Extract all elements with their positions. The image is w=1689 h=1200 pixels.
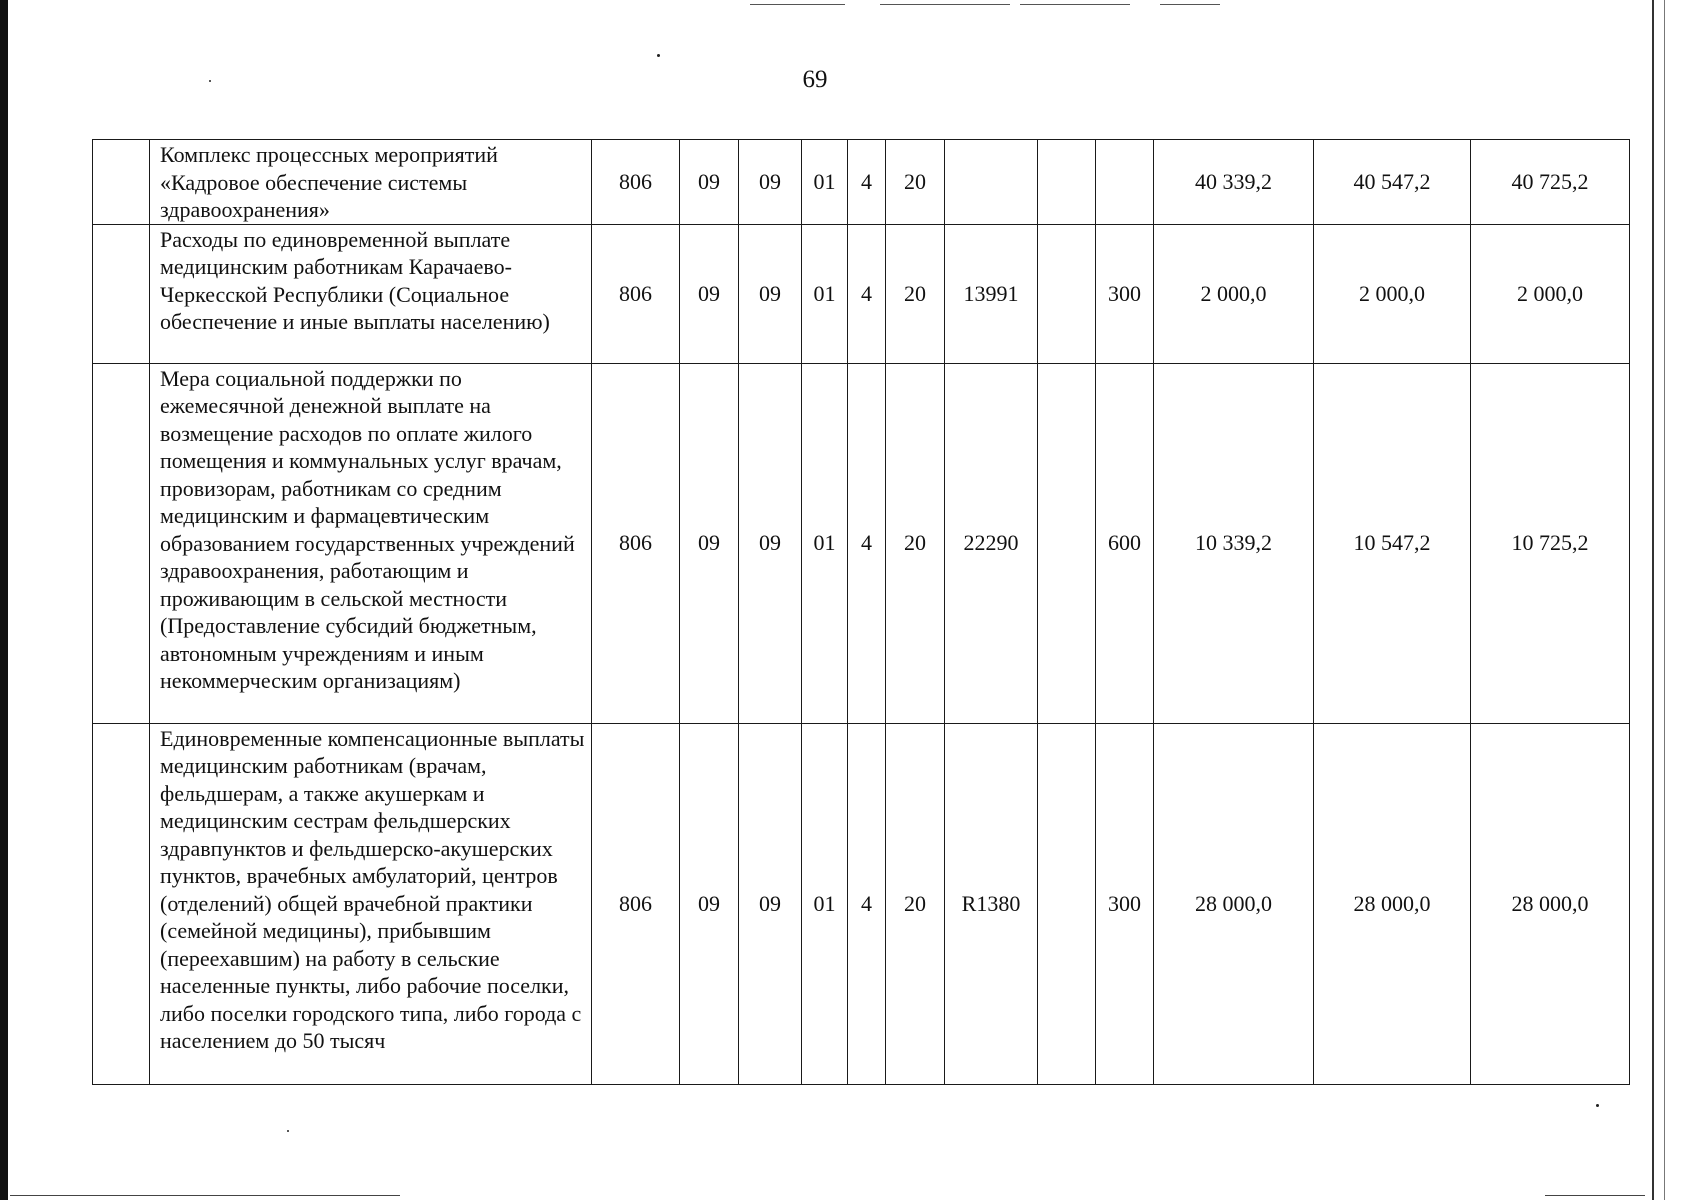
empty-code xyxy=(1038,723,1096,1084)
amount-year-1: 10 339,2 xyxy=(1154,363,1314,723)
scan-speck xyxy=(287,1130,289,1132)
complex-code: 20 xyxy=(886,723,945,1084)
expense-type-code: 600 xyxy=(1096,363,1154,723)
complex-code: 20 xyxy=(886,363,945,723)
row-name: Комплекс процессных мероприятий «Кадровое обеспечение системы здравоохранения» xyxy=(150,140,592,225)
row-name: Расходы по единовременной выплате медицинским работникам Карачаево-Черкесской Республики (Социальное обеспечение и иные выплаты населению) xyxy=(150,224,592,363)
program-code: 01 xyxy=(802,363,848,723)
row-number-cell xyxy=(93,224,150,363)
section-code: 09 xyxy=(680,140,739,225)
amount-year-1: 28 000,0 xyxy=(1154,723,1314,1084)
scan-dash-top xyxy=(880,4,1010,5)
complex-code: 20 xyxy=(886,224,945,363)
empty-code xyxy=(1038,363,1096,723)
amount-year-3: 2 000,0 xyxy=(1471,224,1630,363)
direction-code: 22290 xyxy=(945,363,1038,723)
ministry-code: 806 xyxy=(592,363,680,723)
program-type-code: 4 xyxy=(848,224,886,363)
section-code: 09 xyxy=(680,224,739,363)
program-type-code: 4 xyxy=(848,363,886,723)
table-row xyxy=(93,140,1630,225)
page-number: 69 xyxy=(802,66,828,93)
scan-speck xyxy=(657,54,660,57)
scan-border-left xyxy=(0,0,8,1200)
section-code: 09 xyxy=(680,363,739,723)
amount-year-3: 10 725,2 xyxy=(1471,363,1630,723)
section-code: 09 xyxy=(680,723,739,1084)
table-row xyxy=(93,224,1630,363)
row-name: Единовременные компенсационные выплаты медицинским работникам (врачам, фельдшерам, а также акушеркам и медицинским сестрам фельдшерских здравпунктов и фельдшерско-акушерских пунктов, врачебных амбулаторий, центров (отделений) общей врачебной практики (семейной медицины), прибывшим (переехавшим) на работу в сельские населенные пункты, либо рабочие поселки, либо поселки городского типа, либо города с населением до 50 тысяч xyxy=(150,723,592,1084)
amount-year-2: 10 547,2 xyxy=(1314,363,1471,723)
row-number-cell xyxy=(93,363,150,723)
table-row xyxy=(93,723,1630,1084)
subsection-code: 09 xyxy=(739,363,802,723)
amount-year-2: 2 000,0 xyxy=(1314,224,1471,363)
scan-speck xyxy=(1596,1104,1599,1107)
scan-border-right xyxy=(1652,0,1654,1200)
row-number-cell xyxy=(93,723,150,1084)
direction-code: 13991 xyxy=(945,224,1038,363)
scan-border-right-inner xyxy=(1664,0,1665,1200)
ministry-code: 806 xyxy=(592,140,680,225)
row-number-cell xyxy=(93,140,150,225)
ministry-code: 806 xyxy=(592,723,680,1084)
amount-year-2: 40 547,2 xyxy=(1314,140,1471,225)
amount-year-2: 28 000,0 xyxy=(1314,723,1471,1084)
subsection-code: 09 xyxy=(739,140,802,225)
direction-code: R1380 xyxy=(945,723,1038,1084)
empty-code xyxy=(1038,224,1096,363)
program-code: 01 xyxy=(802,140,848,225)
amount-year-1: 2 000,0 xyxy=(1154,224,1314,363)
row-name: Мера социальной поддержки по ежемесячной денежной выплате на возмещение расходов по оплате жилого помещения и коммунальных услуг врачам, провизорам, работникам со средним медицинским и фармацевтическим образованием государственных учреждений здравоохранения, работающим и проживающим в сельской местности (Предоставление субсидий бюджетным, автономным учреждениям и иным некоммерческим организациям) xyxy=(150,363,592,723)
direction-code xyxy=(945,140,1038,225)
complex-code: 20 xyxy=(886,140,945,225)
scan-dash-top xyxy=(1020,4,1130,5)
program-code: 01 xyxy=(802,723,848,1084)
amount-year-3: 40 725,2 xyxy=(1471,140,1630,225)
table-row xyxy=(93,363,1630,723)
expense-type-code xyxy=(1096,140,1154,225)
expense-type-code: 300 xyxy=(1096,224,1154,363)
subsection-code: 09 xyxy=(739,224,802,363)
scan-line-bottom xyxy=(1545,1195,1645,1196)
program-type-code: 4 xyxy=(848,723,886,1084)
amount-year-3: 28 000,0 xyxy=(1471,723,1630,1084)
empty-code xyxy=(1038,140,1096,225)
program-code: 01 xyxy=(802,224,848,363)
scan-line-bottom xyxy=(10,1195,400,1196)
budget-table xyxy=(92,139,1630,1085)
ministry-code: 806 xyxy=(592,224,680,363)
scan-dash-top xyxy=(1160,4,1220,5)
subsection-code: 09 xyxy=(739,723,802,1084)
expense-type-code: 300 xyxy=(1096,723,1154,1084)
scan-dash-top xyxy=(750,4,845,5)
amount-year-1: 40 339,2 xyxy=(1154,140,1314,225)
program-type-code: 4 xyxy=(848,140,886,225)
